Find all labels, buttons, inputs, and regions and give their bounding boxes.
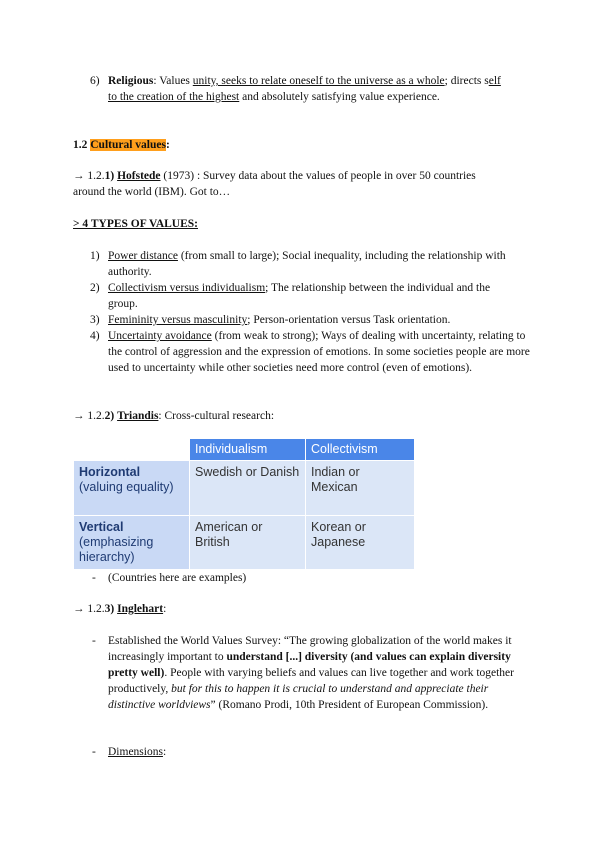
table-corner xyxy=(74,439,190,461)
types-heading-text: > 4 TYPES OF VALUES: xyxy=(73,218,198,230)
list-item xyxy=(90,280,530,312)
list-item xyxy=(90,328,530,376)
table-row-label xyxy=(74,461,190,516)
wvs-a: Established the World Values Survey: “The growing globalization of the world makes it increasingly important to xyxy=(108,635,512,663)
wvs-dash: - xyxy=(92,635,96,647)
list-item-term: Femininity versus masculinity xyxy=(108,314,248,326)
note-dash: - xyxy=(92,572,96,584)
dimensions-label xyxy=(108,744,533,760)
section-colon: : xyxy=(165,139,170,151)
triandis-arrow: → 1.2. xyxy=(73,410,105,422)
row-sub: (valuing equality) xyxy=(79,480,174,494)
section-heading-cultural-values xyxy=(73,137,170,153)
list-item-rest2: group. xyxy=(108,298,138,310)
wvs-b: understand [...] diversity (and values can explain diversity pretty well) xyxy=(108,651,511,679)
row-sub: (emphasizing hierarchy) xyxy=(79,535,154,564)
table-cell: Korean or Japanese xyxy=(306,516,415,570)
list-item-rest: (from weak to strong); Ways of dealing with uncertainty, xyxy=(211,330,476,342)
table-cell: Indian or Mexican xyxy=(306,461,415,516)
triandis-table xyxy=(73,438,415,570)
triandis-num: 2) xyxy=(104,410,115,422)
dimensions-colon: : xyxy=(162,746,167,758)
wvs-c: . People with varying beliefs and values can live together and work together productively, xyxy=(108,667,514,695)
list-item-num: 4) xyxy=(90,330,100,342)
list-item-term: Power distance xyxy=(108,250,178,262)
inglehart-num: 3) xyxy=(104,603,115,615)
wvs-d: but for this to happen it is crucial to understand and appreciate their distinctive worldviews xyxy=(108,683,489,711)
inglehart-paragraph xyxy=(73,601,166,617)
list-item-rest: (from small to large); Social inequality, including the relationship with xyxy=(177,250,506,262)
list-item-rest2: authority. xyxy=(108,266,152,278)
hofstede-text1: (1973) : Survey data about the values of people in over 50 countries xyxy=(160,170,476,182)
section-num: 1.2 xyxy=(73,139,91,151)
table-cell: Swedish or Danish xyxy=(190,461,306,516)
list-item-term: Collectivism versus individualism xyxy=(108,282,266,294)
hofstede-text2: around the world (IBM). Got to… xyxy=(73,186,231,198)
religious-pre: : Values xyxy=(153,75,193,87)
religious-num: 6) xyxy=(90,75,100,87)
triandis-paragraph xyxy=(73,408,274,424)
religious-label: Religious xyxy=(108,75,154,87)
table-cell: American or British xyxy=(190,516,306,570)
table-row xyxy=(74,516,415,570)
religious-item xyxy=(90,73,535,105)
dimensions-text: Dimensions xyxy=(108,746,163,758)
triandis-text: : Cross-cultural research: xyxy=(158,410,275,422)
inglehart-name: Inglehart xyxy=(117,603,164,615)
list-item xyxy=(90,248,530,280)
table-header-row xyxy=(74,439,415,461)
table-row-label xyxy=(74,516,190,570)
wvs-paragraph xyxy=(108,633,533,713)
religious-post: and absolutely satisfying value experience. xyxy=(239,91,440,103)
religious-u3: to the creation of the highest xyxy=(108,91,240,103)
inglehart-colon: : xyxy=(163,603,167,615)
list-item-num: 3) xyxy=(90,314,100,326)
dimensions-dash: - xyxy=(92,746,96,758)
religious-u1: unity, seeks to relate oneself to the universe as a whole xyxy=(192,75,445,87)
hofstede-name: Hofstede xyxy=(117,170,161,182)
table-row xyxy=(74,461,415,516)
section-title: Cultural values xyxy=(90,139,166,151)
list-item-rest2: relating to the control of aggression and the expression of emotions. In some societies people are more used to uncertainty while other societies need more control (even of emotions). xyxy=(108,330,530,374)
list-item-rest: ; The relationship between the individual and the xyxy=(265,282,491,294)
list-item-num: 2) xyxy=(90,282,100,294)
list-item-num: 1) xyxy=(90,250,100,262)
row-title: Vertical xyxy=(79,520,124,534)
row-title: Horizontal xyxy=(79,465,141,479)
religious-mid: ; directs s xyxy=(444,75,489,87)
table-note: (Countries here are examples) xyxy=(108,572,247,584)
wvs-e: ” (Romano Prodi, 10th President of European Commission). xyxy=(210,699,489,711)
hofstede-paragraph xyxy=(73,168,533,200)
hofstede-num: 1) xyxy=(104,170,115,182)
types-heading xyxy=(73,216,198,232)
list-item-rest: ; Person-orientation versus Task orientation. xyxy=(247,314,451,326)
table-header-individualism: Individualism xyxy=(190,439,306,461)
list-item-term: Uncertainty avoidance xyxy=(108,330,212,342)
triandis-name: Triandis xyxy=(117,410,159,422)
hofstede-arrow: → 1.2. xyxy=(73,170,105,182)
inglehart-arrow: → 1.2. xyxy=(73,603,105,615)
table-header-collectivism: Collectivism xyxy=(306,439,415,461)
list-item xyxy=(90,312,530,328)
religious-u2: elf xyxy=(488,75,501,87)
